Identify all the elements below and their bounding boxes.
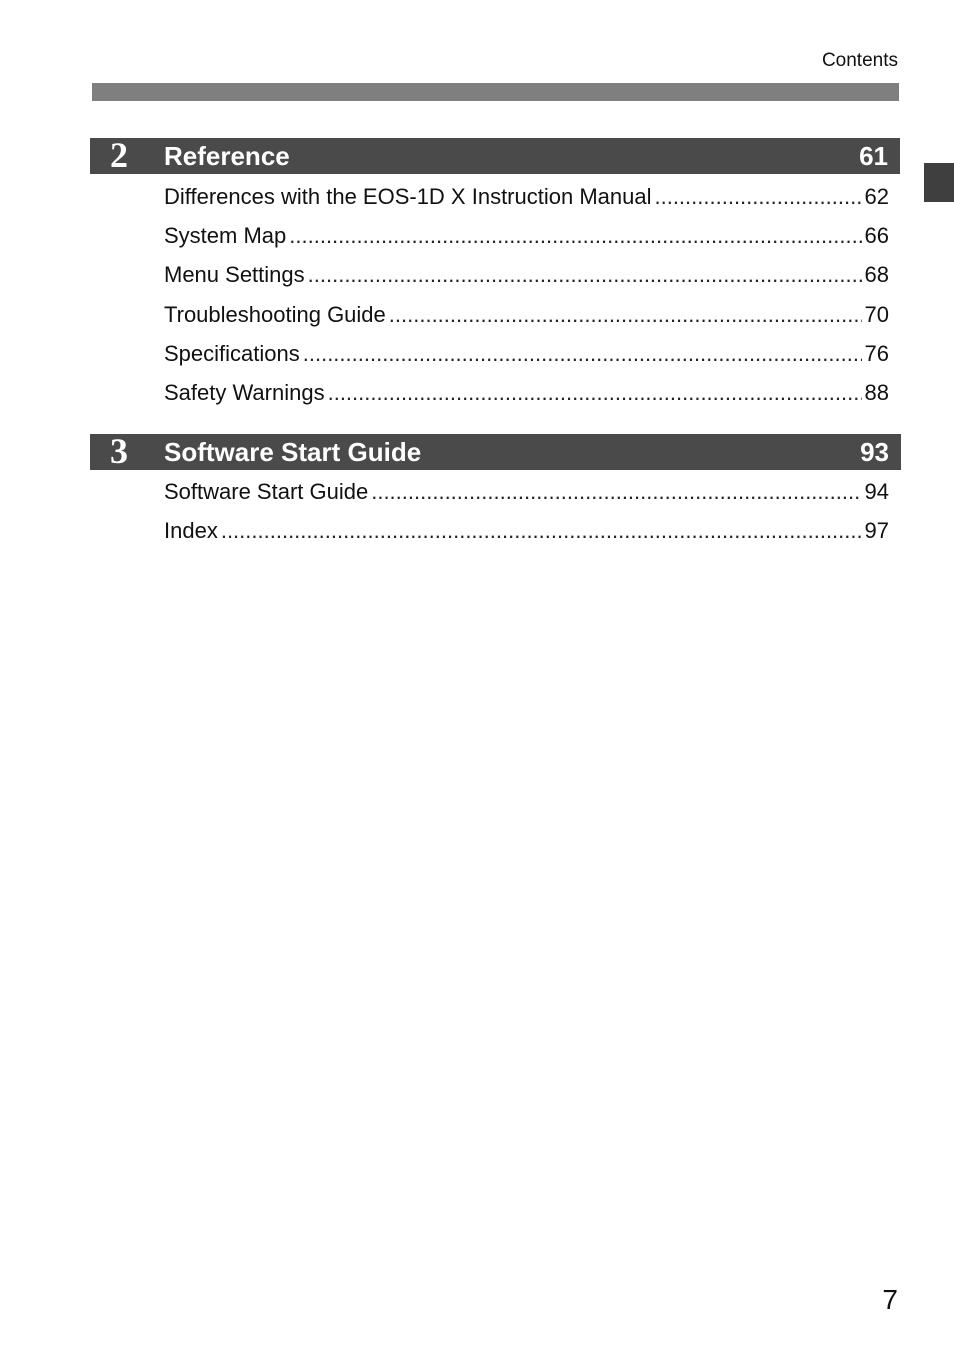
toc-entry[interactable] [164, 517, 889, 556]
toc-entry-label: Safety Warnings [164, 379, 325, 405]
toc-entry[interactable] [164, 478, 889, 517]
section-page: 61 [859, 141, 888, 171]
toc-entry[interactable] [164, 183, 889, 222]
toc-entry-page: 66 [864, 223, 889, 249]
section-number: 2 [110, 135, 128, 175]
page-number: 7 [882, 1284, 898, 1315]
header-rule [92, 83, 899, 101]
section-page: 93 [860, 437, 889, 467]
toc-entry-page: 68 [864, 262, 889, 288]
toc-entry-label: Menu Settings [164, 262, 305, 288]
chapter-side-tab [924, 163, 954, 202]
toc-entry-page: 70 [864, 301, 889, 327]
dot-leader [389, 301, 862, 329]
toc-entry[interactable] [164, 261, 889, 300]
toc-entry-label: Index [164, 518, 218, 544]
dot-leader [289, 222, 861, 250]
section-header-reference[interactable] [90, 135, 900, 175]
toc-entry-page: 76 [864, 340, 889, 366]
toc-entry-label: Differences with the EOS-1D X Instruction Manual [164, 184, 652, 209]
dot-leader [221, 517, 862, 545]
dot-leader [371, 478, 861, 506]
toc-entry-page: 62 [864, 184, 889, 209]
dot-leader [654, 183, 861, 211]
toc-list-reference [164, 183, 889, 418]
toc-list-software-start-guide [164, 478, 889, 556]
dot-leader [303, 340, 862, 368]
toc-entry[interactable] [164, 222, 889, 261]
section-title: Reference [164, 141, 290, 171]
toc-entry-page: 88 [864, 379, 889, 405]
toc-entry[interactable] [164, 340, 889, 379]
section-number: 3 [110, 431, 128, 471]
running-head: Contents [821, 50, 898, 71]
toc-entry[interactable] [164, 379, 889, 418]
section-title: Software Start Guide [164, 437, 422, 467]
toc-entry-page: 94 [864, 479, 889, 504]
toc-entry-label: Troubleshooting Guide [164, 301, 386, 327]
dot-leader [308, 261, 862, 289]
section-header-software-start-guide[interactable] [90, 431, 901, 471]
toc-entry-label: System Map [164, 223, 287, 249]
dot-leader [328, 379, 862, 407]
toc-entry-label: Software Start Guide [164, 479, 369, 504]
toc-entry[interactable] [164, 301, 889, 340]
toc-entry-label: Specifications [164, 340, 300, 366]
toc-entry-page: 97 [864, 518, 889, 544]
